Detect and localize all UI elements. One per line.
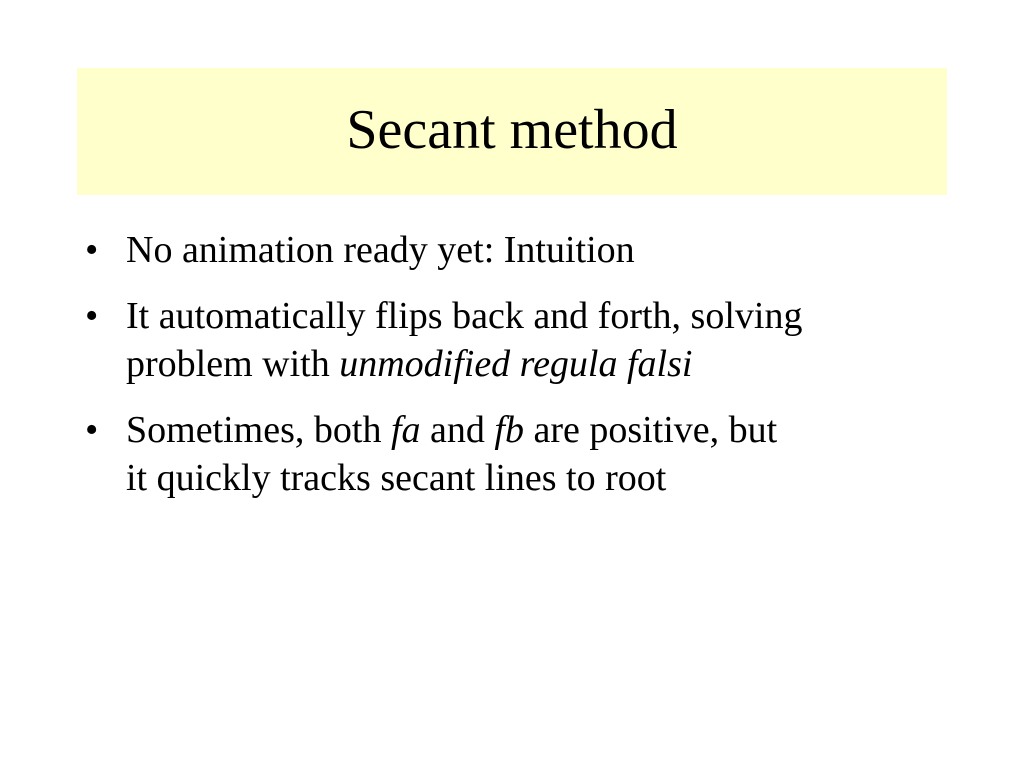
bullet-marker: • <box>85 229 99 271</box>
bullet-item-2 <box>85 292 965 388</box>
bullet-text: it quickly tracks secant lines to root <box>126 457 667 499</box>
bullet-emphasis: unmodified regula falsi <box>339 343 693 385</box>
bullet-text: Sometimes, both <box>126 409 391 451</box>
bullet-item-3 <box>85 406 965 502</box>
bullet-text: are positive, but <box>523 409 778 451</box>
bullet-text: No animation ready yet: Intuition <box>126 229 635 271</box>
bullet-item-1 <box>85 226 965 274</box>
title-band <box>77 68 947 195</box>
bullet-text: It automatically flips back and forth, solving <box>126 295 803 337</box>
slide-title: Secant method <box>346 98 678 161</box>
bullet-list <box>85 226 965 520</box>
bullet-emphasis: fb <box>494 409 524 451</box>
bullet-marker: • <box>85 295 99 337</box>
bullet-marker: • <box>85 409 99 451</box>
bullet-emphasis: fa <box>390 409 421 451</box>
bullet-text: problem with <box>126 343 340 385</box>
bullet-text: and <box>420 409 495 451</box>
